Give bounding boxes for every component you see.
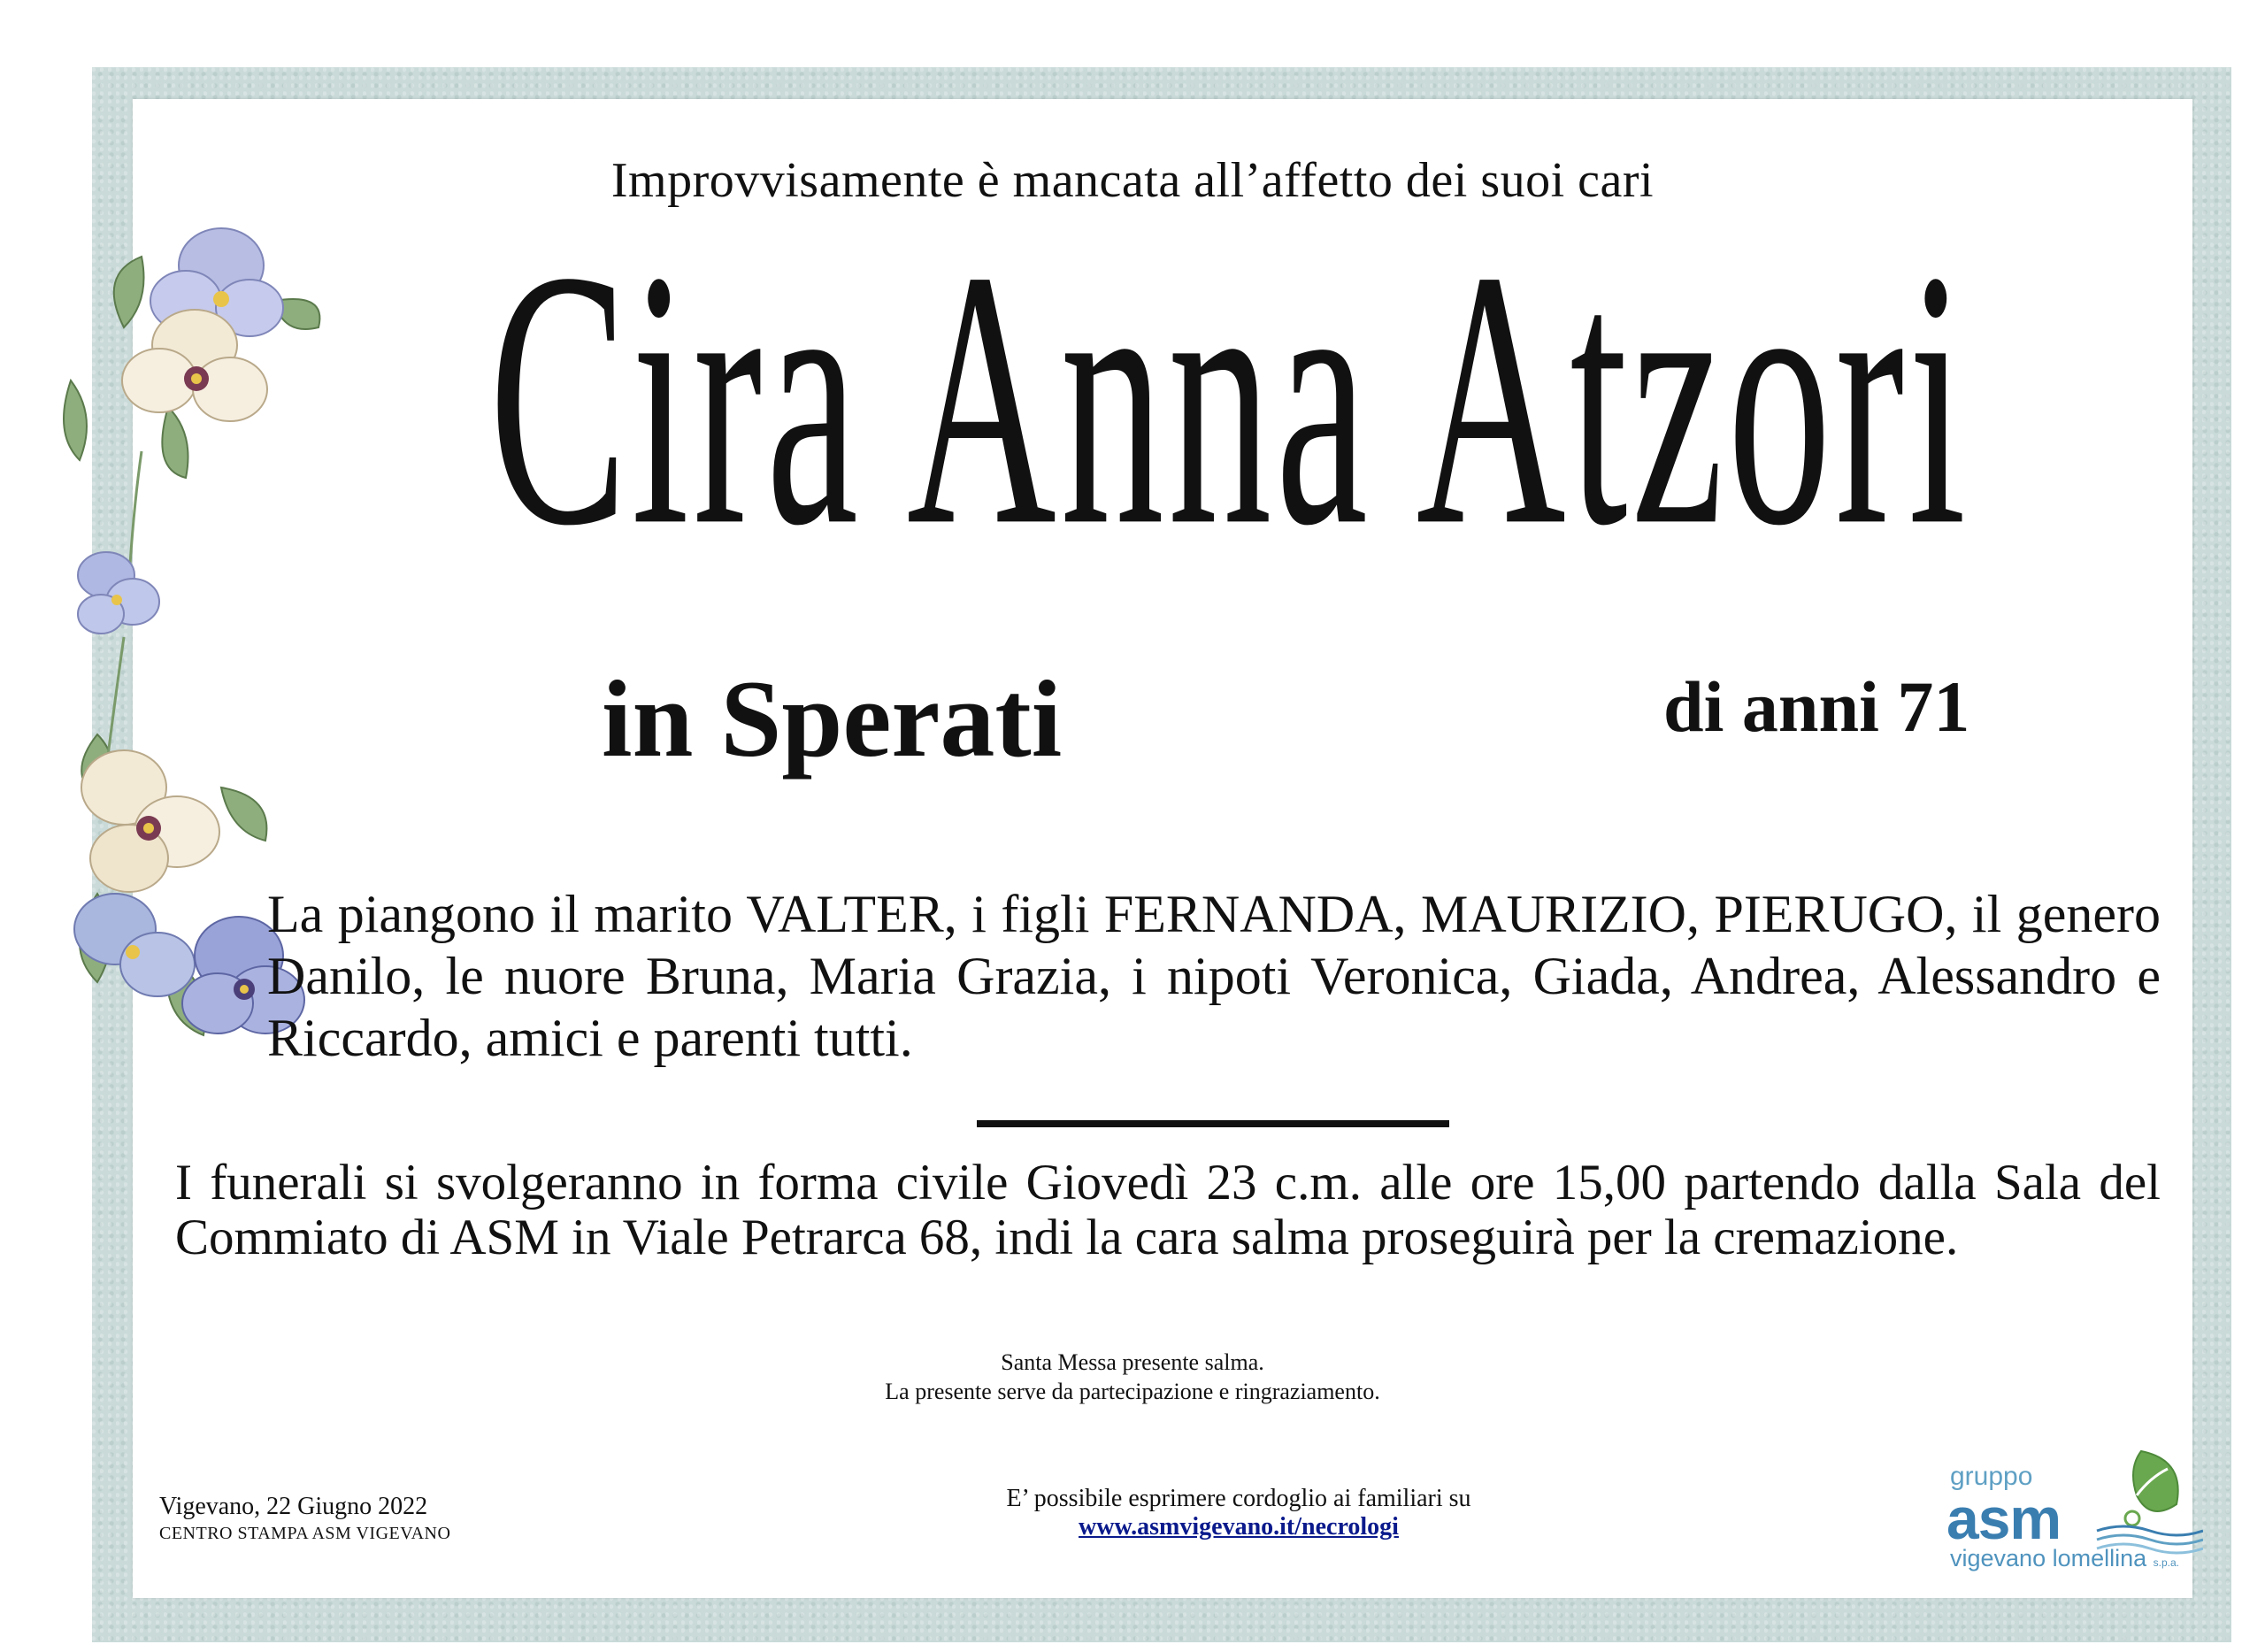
printer-name: CENTRO STAMPA ASM VIGEVANO [159,1524,451,1543]
condolence-link[interactable]: www.asmvigevano.it/necrologi [1079,1513,1399,1541]
violet-small [78,552,159,634]
pansy-3 [81,750,219,892]
notes-block [0,1348,2265,1406]
logo-place-text: vigevano lomellina [1950,1545,2147,1571]
footer-center [885,1485,1593,1541]
pansy-4 [74,894,195,996]
funeral-paragraph: I funerali si svolgeranno in forma civile Giovedì 23 c.m. alle ore 15,00 partendo dalla Sala del Commiato di ASM in Viale Petrarca 68, indi la cara salma proseguirà per la cremazione. [175,1155,2161,1265]
age-text: di anni 71 [1663,666,1970,747]
logo-place [1950,1545,2179,1572]
deceased-name-text: Cira Anna Atzori [489,195,1970,602]
logo-suffix: s.p.a. [2153,1556,2180,1569]
intro-text: Improvvisamente è mancata all’affetto dei suoi cari [610,153,1655,208]
married-name: in Sperati [602,658,1063,780]
logo-gruppo: gruppo [1950,1462,2033,1491]
deceased-name [354,195,2106,602]
note-line-1: Santa Messa presente salma. [1001,1349,1264,1375]
condolence-text: E’ possibile esprimere cordoglio ai familiari su [1006,1485,1471,1512]
place-date: Vigevano, 22 Giugno 2022 [159,1493,428,1520]
mourners-paragraph: La piangono il marito VALTER, i figli FERNANDA, MAURIZIO, PIERUGO, il genero Danilo, le nuore Bruna, Maria Grazia, i nipoti Veronica, Giada, Andrea, Alessandro e Riccardo, amici e parenti tutti. [267,885,2161,1067]
divider-line [977,1120,1449,1127]
note-line-2: La presente serve da partecipazione e ringraziamento. [885,1379,1380,1404]
asm-logo [1938,1442,2203,1575]
logo-brand: asm [1946,1486,2062,1551]
footer-left [159,1494,450,1547]
